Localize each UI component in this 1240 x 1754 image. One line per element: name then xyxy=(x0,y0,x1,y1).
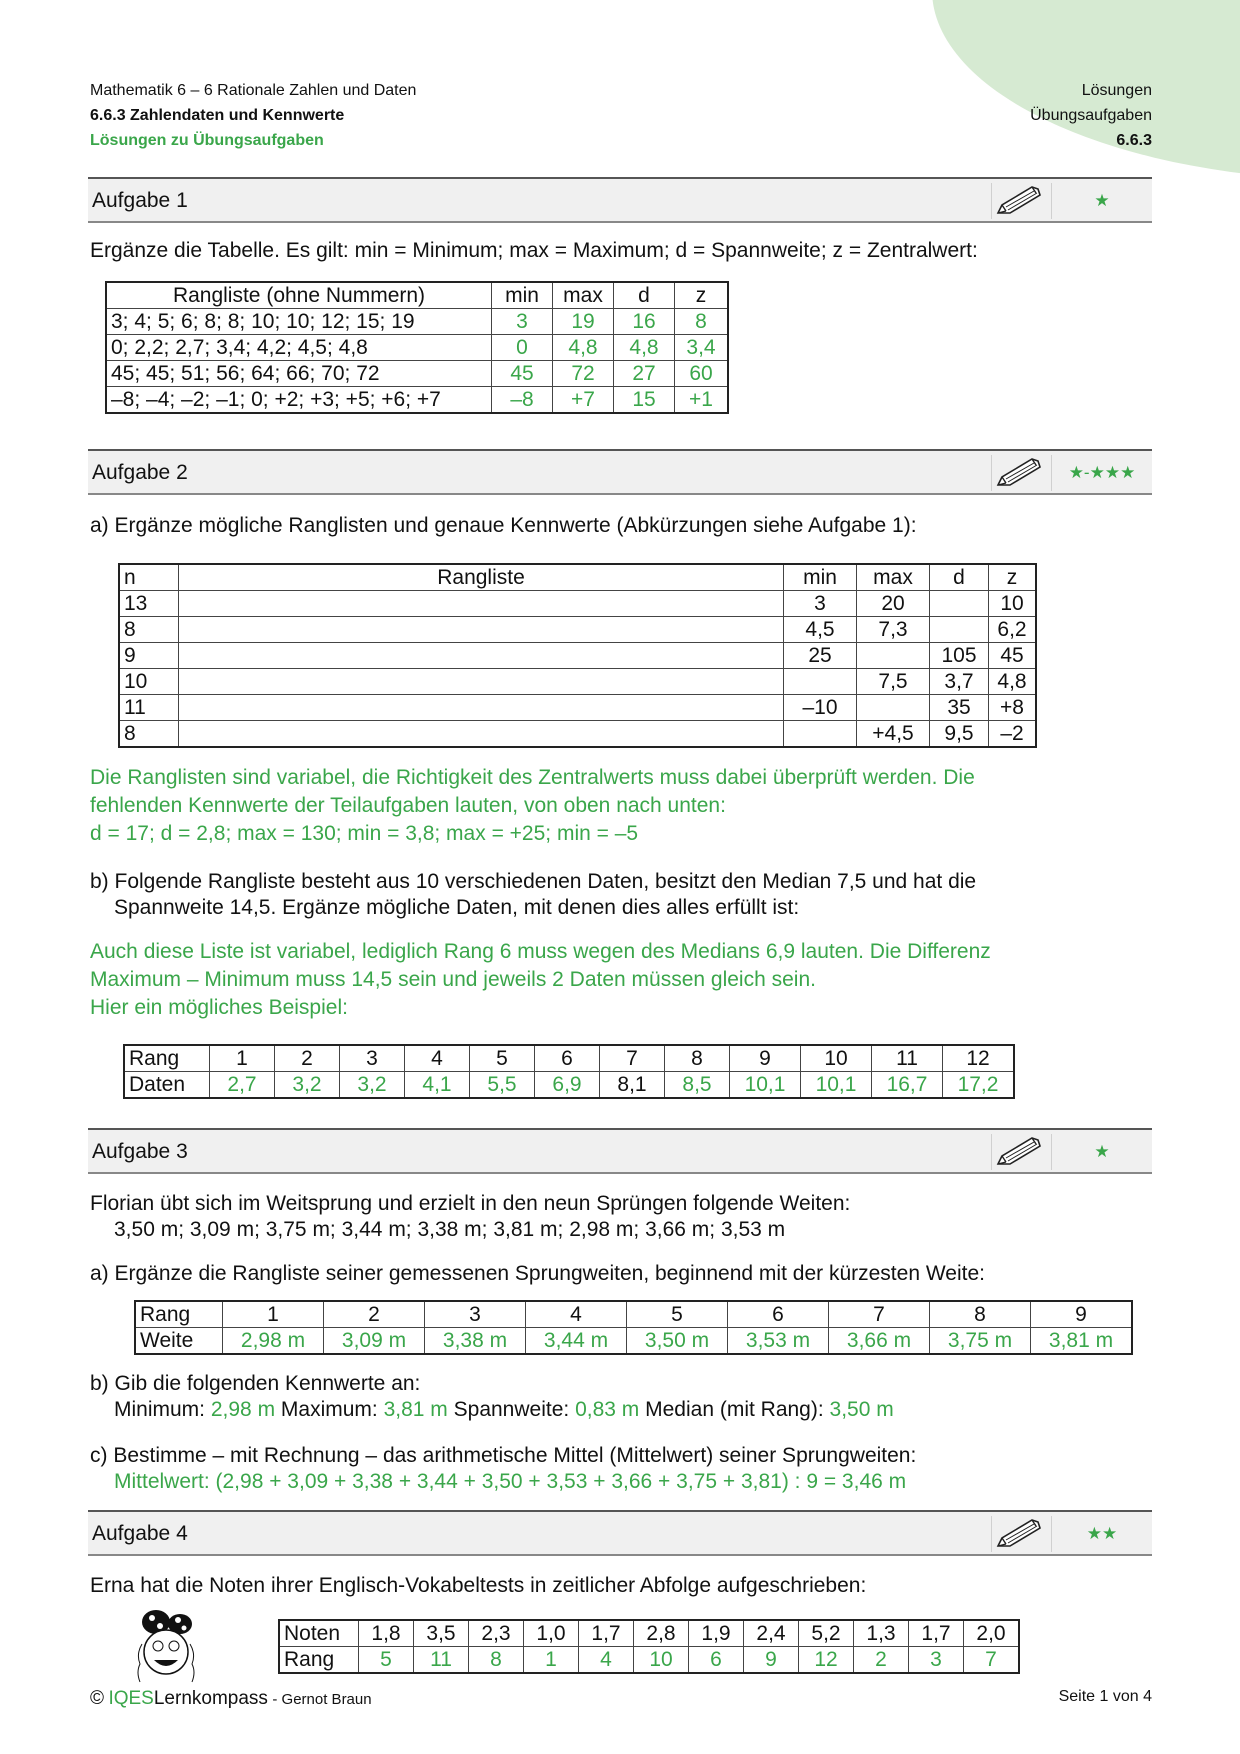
table-row: 3; 4; 5; 6; 8; 8; 10; 10; 12; 15; 19 3 19 16 8 xyxy=(106,309,728,335)
difficulty-star-icon: ★ xyxy=(1051,1134,1152,1170)
task4-header xyxy=(88,1510,1152,1556)
grades-row: Noten 1,8 3,5 2,3 1,0 1,7 2,8 1,9 2,4 5,2 1,3 1,7 2,0 xyxy=(279,1620,1019,1647)
task2-b-table xyxy=(123,1044,1015,1099)
rangliste-cell[interactable] xyxy=(179,669,784,695)
task3-a-instruction: a) Ergänze die Rangliste seiner gemessenen Sprungweiten, beginnend mit der kürzesten Weite: xyxy=(90,1262,985,1285)
rank-row: Rang 1 2 3 4 5 6 7 8 9 xyxy=(135,1301,1132,1328)
task1-header xyxy=(88,177,1152,223)
author: - Gernot Braun xyxy=(272,1691,372,1708)
table-header-row: Rangliste (ohne Nummern) min max d z xyxy=(106,282,728,309)
median-value: 3,50 m xyxy=(829,1398,894,1421)
rangliste-cell[interactable] xyxy=(179,591,784,617)
range-value: 0,83 m xyxy=(575,1398,640,1421)
table-row: 8 +4,5 9,5 –2 xyxy=(119,721,1036,748)
rank-row: Rang 1 2 3 4 5 6 7 8 9 10 11 12 xyxy=(124,1045,1014,1072)
task1-instruction: Ergänze die Tabelle. Es gilt: min = Minimum; max = Maximum; d = Spannweite; z = Zentralwert: xyxy=(90,239,978,262)
task4-title: Aufgabe 4 xyxy=(92,1522,188,1545)
task2-table xyxy=(118,563,1037,748)
task3-intro-line1: Florian übt sich im Weitsprung und erzielt in den neun Sprüngen folgende Weiten: xyxy=(90,1192,851,1215)
document-header-right xyxy=(1030,78,1152,153)
table-row: 10 7,5 3,7 4,8 xyxy=(119,669,1036,695)
brand-lernkompass: Lernkompass xyxy=(153,1688,268,1709)
value-row: Weite 2,98 m 3,09 m 3,38 m 3,44 m 3,50 m 3,53 m 3,66 m 3,75 m 3,81 m xyxy=(135,1328,1132,1355)
minimum-value: 2,98 m xyxy=(210,1398,276,1421)
task4-intro: Erna hat die Noten ihrer Englisch-Vokabeltests in zeitlicher Abfolge aufgeschrieben: xyxy=(90,1574,867,1597)
pencil-icon xyxy=(991,1134,1052,1170)
task2-b-solution-line1: Auch diese Liste ist variabel, lediglich Rang 6 muss wegen des Medians 6,9 lauten. Die Differenz xyxy=(90,940,991,963)
pencil-icon xyxy=(991,183,1052,219)
page-number: Seite 1 von 4 xyxy=(1058,1688,1152,1705)
table-row: 8 4,5 7,3 6,2 xyxy=(119,617,1036,643)
table-row: 13 3 20 10 xyxy=(119,591,1036,617)
task2-a-instruction: a) Ergänze mögliche Ranglisten und genaue Kennwerte (Abkürzungen siehe Aufgabe 1): xyxy=(90,514,917,537)
difficulty-star-icon: ★ xyxy=(1051,183,1152,219)
task3-title: Aufgabe 3 xyxy=(92,1140,188,1163)
copyright-icon: © xyxy=(90,1688,104,1709)
task2-b-instruction-line2: Spannweite 14,5. Ergänze mögliche Daten, mit denen dies alles erfüllt ist: xyxy=(114,896,800,919)
course-title: Mathematik 6 – 6 Rationale Zahlen und Daten xyxy=(90,82,417,99)
header-exercises-label: Übungsaufgaben xyxy=(1030,107,1152,124)
difficulty-star-icon: ★★ xyxy=(1051,1516,1152,1552)
header-section-number: 6.6.3 xyxy=(1116,132,1152,149)
task2-b-instruction-line1: b) Folgende Rangliste besteht aus 10 verschiedenen Daten, besitzt den Median 7,5 und hat die xyxy=(90,870,977,893)
task3-table xyxy=(134,1300,1133,1355)
table-row: 0; 2,2; 2,7; 3,4; 4,2; 4,5; 4,8 0 4,8 4,8 3,4 xyxy=(106,335,728,361)
rangliste-cell[interactable] xyxy=(179,617,784,643)
task2-a-solution-line1: Die Ranglisten sind variabel, die Richtigkeit des Zentralwerts muss dabei überprüft werden. Die xyxy=(90,766,975,789)
pencil-icon xyxy=(991,455,1052,491)
task3-c-instruction: c) Bestimme – mit Rechnung – das arithmetische Mittel (Mittelwert) seiner Sprungweiten: xyxy=(90,1444,917,1467)
rank-row: Rang 5 11 8 1 4 10 6 9 12 2 3 7 xyxy=(279,1647,1019,1674)
table-row: 9 25 105 45 xyxy=(119,643,1036,669)
table-row: 11 –10 35 +8 xyxy=(119,695,1036,721)
girl-illustration-icon xyxy=(118,1604,208,1686)
topic-title: 6.6.3 Zahlendaten und Kennwerte xyxy=(90,107,345,124)
rangliste-cell[interactable] xyxy=(179,643,784,669)
difficulty-star-icon: ★-★★★ xyxy=(1051,455,1152,491)
table-row: –8; –4; –2; –1; 0; +2; +3; +5; +6; +7 –8 +7 15 +1 xyxy=(106,387,728,414)
task2-a-solution-line3: d = 17; d = 2,8; max = 130; min = 3,8; max = +25; min = –5 xyxy=(90,822,639,845)
header-solutions-label: Lösungen xyxy=(1081,82,1152,99)
task1-title: Aufgabe 1 xyxy=(92,189,188,212)
task4-table xyxy=(278,1619,1020,1674)
table-row: 45; 45; 51; 56; 64; 66; 70; 72 45 72 27 60 xyxy=(106,361,728,387)
pencil-icon xyxy=(991,1516,1052,1552)
document-header xyxy=(90,78,416,153)
rangliste-cell[interactable] xyxy=(179,695,784,721)
task2-a-solution-line2: fehlenden Kennwerte der Teilaufgaben lauten, von oben nach unten: xyxy=(90,794,726,817)
table-header-row: n Rangliste min max d z xyxy=(119,564,1036,591)
task1-table xyxy=(105,281,729,414)
task3-b-instruction: b) Gib die folgenden Kennwerte an: xyxy=(90,1372,421,1395)
data-row: Daten 2,7 3,2 3,2 4,1 5,5 6,9 8,1 8,5 10,1 10,1 16,7 17,2 xyxy=(124,1072,1014,1099)
task3-c-solution: Mittelwert: (2,98 + 3,09 + 3,38 + 3,44 + 3,50 + 3,53 + 3,66 + 3,75 + 3,81) : 9 = 3,46 m xyxy=(114,1470,907,1493)
brand-iqes: IQES xyxy=(108,1688,154,1709)
subtitle: Lösungen zu Übungsaufgaben xyxy=(90,132,324,149)
task2-title: Aufgabe 2 xyxy=(92,461,188,484)
task2-header xyxy=(88,449,1152,495)
task3-header xyxy=(88,1128,1152,1174)
maximum-value: 3,81 m xyxy=(383,1398,448,1421)
task2-b-solution-line3: Hier ein mögliches Beispiel: xyxy=(90,996,348,1019)
task3-b-answers: Minimum: 2,98 m Maximum: 3,81 m Spannweite: 0,83 m Median (mit Rang): 3,50 m xyxy=(114,1398,894,1421)
task2-b-solution-line2: Maximum – Minimum muss 14,5 sein und jeweils 2 Daten müssen gleich sein. xyxy=(90,968,816,991)
rangliste-cell[interactable] xyxy=(179,721,784,748)
footer-brand xyxy=(90,1688,372,1710)
task3-intro-line2: 3,50 m; 3,09 m; 3,75 m; 3,44 m; 3,38 m; 3,81 m; 2,98 m; 3,66 m; 3,53 m xyxy=(114,1218,786,1241)
